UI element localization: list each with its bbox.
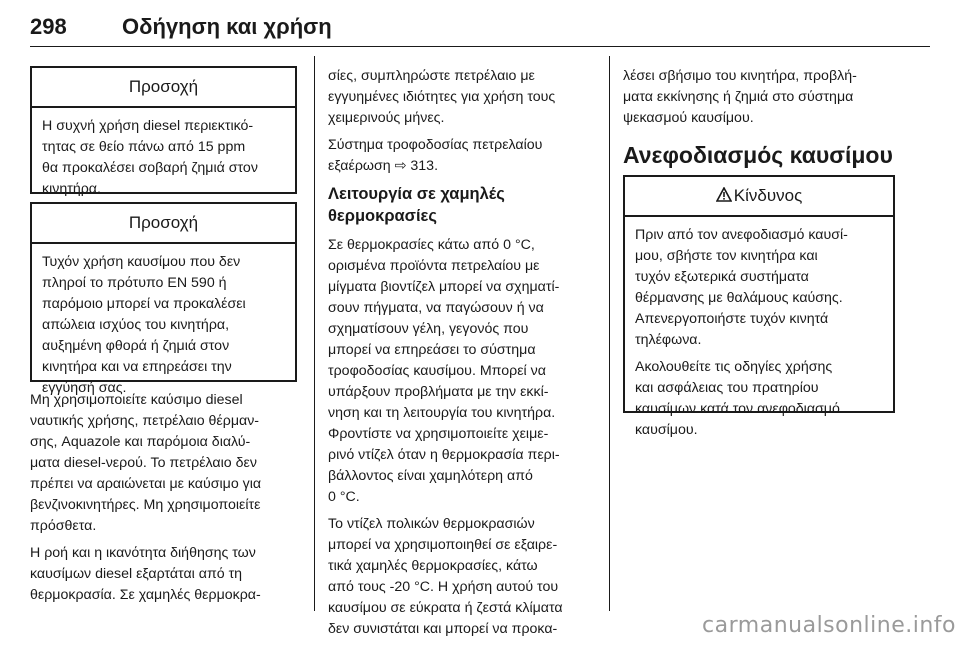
paragraph: Σύστημα τροφοδοσίας πετρελαίου εξαέρωση ⇨ 313. [328,137,543,174]
paragraph: σίες, συμπληρώστε πετρέλαιο με εγγυημένες ιδιότητες για χρήση τους χειμερινούς μήνες. [328,68,556,126]
danger-box-heading [625,177,893,217]
caution-box-1-heading: Προσοχή [32,68,295,108]
page-reference[interactable]: 313. [406,158,439,174]
text-line: πληροί το πρότυπο EN 590 ή [42,275,227,291]
column-divider-1 [314,56,315,611]
section-title: Οδήγηση και χρήση [122,14,332,39]
paragraph: λέσει σβήσιμο του κινητήρα, προβλή- ματα εκκίνησης ή ζημιά στο σύστημα ψεκασμού καυσίμου. [623,68,857,126]
text-line: απώλεια ισχύος του κινητήρα, [42,317,230,333]
text-line: Τυχόν χρήση καυσίμου που δεν [42,254,241,270]
footer [0,608,960,642]
text-line: τητας σε θείο πάνω από 15 ppm [42,139,246,155]
paragraph: Η ροή και η ικανότητα διήθησης των καυσίμων diesel εξαρτάται από τη θερμοκρασία. Σε χαμηλές θερμοκρα- [30,545,261,603]
caution-box-1-body [32,108,295,206]
right-body-text [623,66,933,135]
left-body-text [30,390,302,612]
text-line: εγγύησή σας. [42,380,127,396]
paragraph: Μη χρησιμοποιείτε καύσιμο diesel ναυτικής χρήσης, πετρέλαιο θέρμαν- σης, Aquazole και παρόμοια διαλύ- ματα diesel-νερού. Το πετρέλαιο δεν πρέπει να αραιώνεται με καύσιμο για βενζινοκινητήρες. Μη χρησιμοποιείτε πρόσθετα. [30,392,262,534]
paragraph: Σε θερμοκρασίες κάτω από 0 °C, ορισμένα προϊόντα πετρελαίου με μίγματα βιοντίζελ μπορεί να σχηματί- σουν πήγματα, να παγώσουν ή να σχηματίσουν γέλη, γεγονός που μπορεί να επηρεάσει το σύστημα τροφοδοσίας καυσίμου. Μπορεί να υπάρξουν προβλήματα με την εκκί- νηση και τη λειτουργία του κινητήρα. Φροντίστε να χρησιμοποιείτε χειμε- ρινό ντίζελ όταν η θερμοκρασία περι- βάλλοντος είναι χαμηλότερη από 0 °C. [328,237,560,505]
text-line: κινητήρα και να επηρεάσει την [42,359,232,375]
page-number: 298 [30,14,67,39]
column-divider-2 [609,56,610,611]
paragraph: Το ντίζελ πολικών θερμοκρασιών μπορεί να χρησιμοποιηθεί σε εξαιρε- τικά χαμηλές θερμοκρασίες, κάτω από τους -20 °C. Η χρήση αυτού του καυσίμου σε εύκρατα ή ζεστά κλίματα δεν συνιστάται και μπορεί να προκα- [328,516,563,637]
header-rule [30,46,930,47]
danger-box-body [625,217,893,453]
caution-box-2 [30,202,297,396]
warning-triangle-icon [716,177,732,215]
subheading-low-temperature: Λειτουργία σε χαμηλές θερμοκρασίες [328,185,505,225]
paragraph: Πριν από τον ανεφοδιασμό καυσί- μου, σβήστε τον κινητήρα και τυχόν εξωτερικά συστήματα θέρμανσης με θαλάμους καύσης. Απενεργοποιήστε τυχόν κινητά τηλέφωνα. [635,227,848,348]
page-reference-arrow-icon[interactable]: ⇨ [394,158,407,174]
middle-body-text [328,66,600,646]
paragraph: Ακολουθείτε τις οδηγίες χρήσης και ασφάλειας του πρατηρίου καυσίμων κατά τον ανεφοδιασμό καυσίμου. [635,359,840,438]
danger-box [623,175,895,438]
page-header [30,14,930,54]
text-line: κινητήρα. [42,181,101,197]
section-heading-refuelling: Ανεφοδιασμός καυσίμου [623,142,893,168]
text-line: θα προκαλέσει σοβαρή ζημιά στον [42,160,258,176]
watermark: carmanualsonline.info [702,613,956,638]
text-line: παρόμοιο μπορεί να προκαλέσει [42,296,246,312]
caution-box-2-heading: Προσοχή [32,204,295,244]
text-line: αυξημένη φθορά ή ζημιά στον [42,338,230,354]
caution-box-1 [30,66,297,197]
danger-heading-text: Κίνδυνος [733,186,803,205]
caution-box-2-body [32,244,295,405]
text-line: Η συχνή χρήση diesel περιεκτικό- [42,118,254,134]
